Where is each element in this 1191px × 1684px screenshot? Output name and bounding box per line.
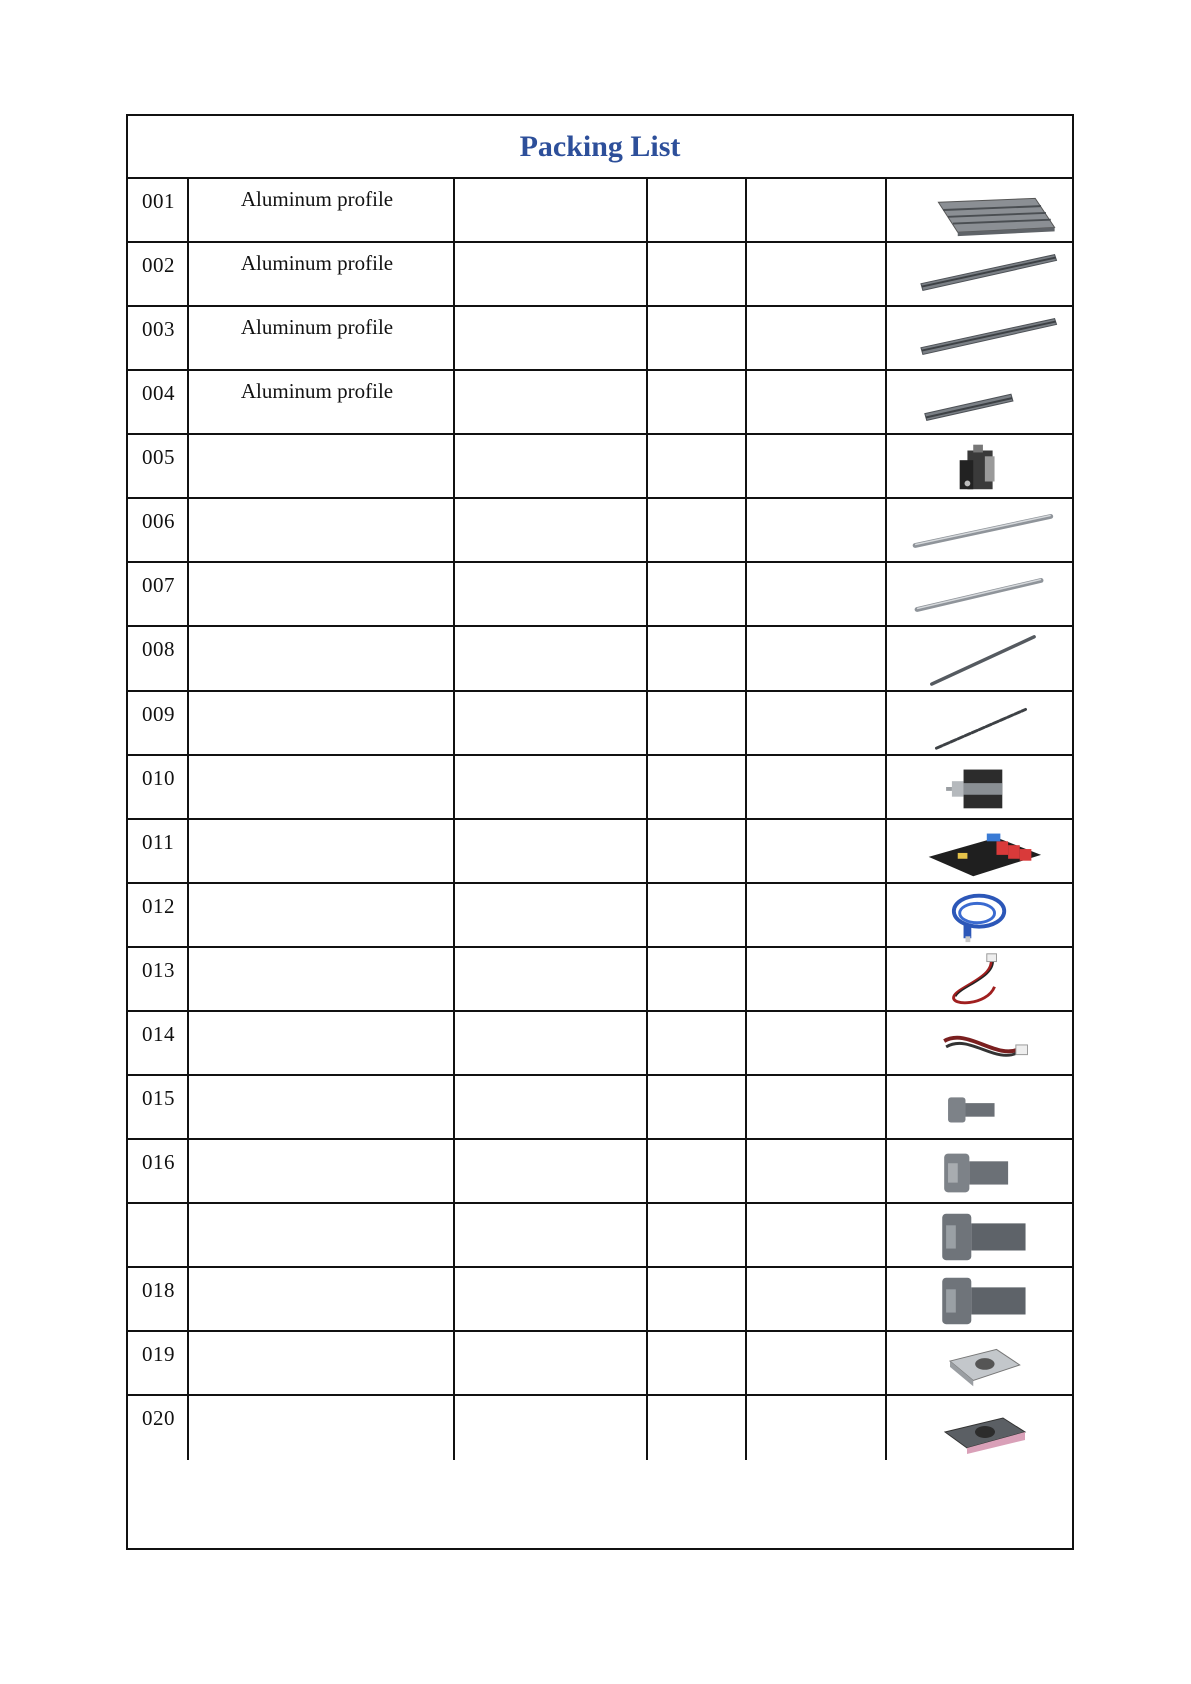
empty-cell — [747, 948, 887, 1010]
empty-cell — [648, 820, 747, 882]
item-number: 007 — [142, 573, 175, 597]
item-image-cell — [887, 243, 1074, 305]
item-number: 019 — [142, 1342, 175, 1366]
empty-cell — [747, 243, 887, 305]
item-number: 002 — [142, 253, 175, 277]
long-profile-icon — [887, 307, 1074, 369]
empty-cell — [747, 884, 887, 946]
empty-cell — [455, 884, 648, 946]
table-row — [128, 563, 1072, 627]
empty-cell — [455, 627, 648, 690]
item-image-cell — [887, 1332, 1074, 1394]
long-rod-icon — [887, 499, 1074, 561]
item-number-cell — [128, 563, 189, 625]
table-row — [128, 179, 1072, 243]
item-number-cell — [128, 627, 189, 690]
item-number: 012 — [142, 894, 175, 918]
empty-cell — [747, 1204, 887, 1266]
item-number-cell — [128, 1204, 189, 1266]
lead-screw-icon — [887, 627, 1074, 690]
red-wire-icon — [887, 948, 1074, 1010]
empty-cell — [455, 820, 648, 882]
table-row — [128, 756, 1072, 820]
table-row — [128, 1396, 1072, 1460]
table-row — [128, 243, 1072, 307]
item-name-cell — [189, 692, 455, 754]
item-name: Aluminum profile — [240, 379, 394, 403]
table-row — [128, 371, 1072, 435]
item-number-cell — [128, 1012, 189, 1074]
empty-cell — [747, 371, 887, 433]
empty-cell — [747, 435, 887, 497]
item-image-cell — [887, 1204, 1074, 1266]
aluminum-plate-icon — [887, 179, 1074, 241]
item-image-cell — [887, 499, 1074, 561]
item-number: 013 — [142, 958, 175, 982]
empty-cell — [648, 371, 747, 433]
item-number: 020 — [142, 1406, 175, 1430]
large-screw-icon — [887, 1268, 1074, 1330]
empty-cell — [455, 1076, 648, 1138]
large-screw-icon — [887, 1204, 1074, 1266]
slide-nut-icon — [887, 1396, 1074, 1460]
empty-cell — [648, 1076, 747, 1138]
table-row — [128, 627, 1072, 692]
item-name-cell — [189, 1140, 455, 1202]
item-number-cell — [128, 820, 189, 882]
small-screw-icon — [887, 1076, 1074, 1138]
empty-cell — [648, 1204, 747, 1266]
empty-cell — [648, 627, 747, 690]
item-image-cell — [887, 884, 1074, 946]
item-name: Aluminum profile — [240, 315, 394, 339]
empty-cell — [455, 1268, 648, 1330]
item-number-cell — [128, 179, 189, 241]
item-image-cell — [887, 948, 1074, 1010]
item-name-cell — [189, 1204, 455, 1266]
item-number: 010 — [142, 766, 175, 790]
table-row — [128, 307, 1072, 371]
empty-cell — [648, 179, 747, 241]
empty-cell — [455, 243, 648, 305]
item-name-cell — [189, 627, 455, 690]
table-row — [128, 1268, 1072, 1332]
item-number-cell — [128, 1396, 189, 1460]
spindle-mount-icon — [887, 435, 1074, 497]
item-image-cell — [887, 692, 1074, 754]
empty-cell — [455, 948, 648, 1010]
item-number: 003 — [142, 317, 175, 341]
item-image-cell — [887, 1076, 1074, 1138]
empty-cell — [455, 692, 648, 754]
empty-cell — [648, 884, 747, 946]
empty-cell — [455, 307, 648, 369]
item-name-cell — [189, 1332, 455, 1394]
empty-cell — [747, 563, 887, 625]
empty-cell — [747, 1076, 887, 1138]
item-name-cell — [189, 884, 455, 946]
table-row — [128, 1204, 1072, 1268]
medium-screw-icon — [887, 1140, 1074, 1202]
empty-cell — [455, 435, 648, 497]
item-image-cell — [887, 1268, 1074, 1330]
empty-cell — [648, 1012, 747, 1074]
item-image-cell — [887, 563, 1074, 625]
short-lead-screw-icon — [887, 692, 1074, 754]
item-number: 005 — [142, 445, 175, 469]
item-image-cell — [887, 1140, 1074, 1202]
item-image-cell — [887, 307, 1074, 369]
item-number: 016 — [142, 1150, 175, 1174]
title-row — [128, 116, 1072, 179]
table-row — [128, 884, 1072, 948]
item-number-cell — [128, 371, 189, 433]
table-row — [128, 1332, 1072, 1396]
empty-cell — [747, 627, 887, 690]
empty-cell — [455, 563, 648, 625]
item-number-cell — [128, 948, 189, 1010]
empty-cell — [648, 756, 747, 818]
page-title: Packing List — [519, 129, 681, 163]
table-row — [128, 499, 1072, 563]
empty-cell — [648, 692, 747, 754]
item-number-cell — [128, 756, 189, 818]
empty-cell — [747, 820, 887, 882]
usb-cable-icon — [887, 884, 1074, 946]
item-number-cell — [128, 692, 189, 754]
item-number: 011 — [142, 830, 175, 854]
item-number-cell — [128, 1076, 189, 1138]
empty-cell — [747, 1332, 887, 1394]
stepper-motor-icon — [887, 756, 1074, 818]
item-number-cell — [128, 243, 189, 305]
empty-cell — [455, 499, 648, 561]
item-name-cell — [189, 820, 455, 882]
item-number-cell — [128, 1332, 189, 1394]
item-number: 018 — [142, 1278, 175, 1302]
empty-cell — [648, 1332, 747, 1394]
item-image-cell — [887, 435, 1074, 497]
item-image-cell — [887, 1012, 1074, 1074]
item-name-cell — [189, 435, 455, 497]
t-nut-icon — [887, 1332, 1074, 1394]
empty-cell — [747, 756, 887, 818]
empty-cell — [648, 563, 747, 625]
item-image-cell — [887, 179, 1074, 241]
item-name-cell — [189, 1076, 455, 1138]
table-row — [128, 1140, 1072, 1204]
table-row — [128, 948, 1072, 1012]
empty-cell — [648, 1396, 747, 1460]
control-board-icon — [887, 820, 1074, 882]
empty-cell — [747, 1396, 887, 1460]
item-number: 014 — [142, 1022, 175, 1046]
item-number: 001 — [142, 189, 175, 213]
empty-cell — [747, 179, 887, 241]
item-name-cell — [189, 1268, 455, 1330]
table-row — [128, 692, 1072, 756]
empty-cell — [747, 1268, 887, 1330]
item-name-cell — [189, 948, 455, 1010]
empty-cell — [747, 1140, 887, 1202]
item-image-cell — [887, 1396, 1074, 1460]
empty-cell — [648, 243, 747, 305]
item-number-cell — [128, 307, 189, 369]
item-number: 006 — [142, 509, 175, 533]
item-name-cell — [189, 1012, 455, 1074]
item-name-cell — [189, 563, 455, 625]
item-name-cell — [189, 243, 455, 305]
table-row — [128, 820, 1072, 884]
empty-cell — [747, 499, 887, 561]
empty-cell — [648, 948, 747, 1010]
empty-cell — [455, 371, 648, 433]
item-name: Aluminum profile — [240, 251, 394, 275]
item-number: 008 — [142, 637, 175, 661]
empty-cell — [455, 179, 648, 241]
item-name-cell — [189, 371, 455, 433]
table-row — [128, 1012, 1072, 1076]
item-number: 009 — [142, 702, 175, 726]
motor-cable-icon — [887, 1012, 1074, 1074]
item-name-cell — [189, 499, 455, 561]
empty-cell — [648, 435, 747, 497]
empty-cell — [648, 1268, 747, 1330]
empty-cell — [455, 1396, 648, 1460]
long-profile-icon — [887, 243, 1074, 305]
item-name-cell — [189, 1396, 455, 1460]
item-number-cell — [128, 435, 189, 497]
empty-cell — [747, 692, 887, 754]
empty-cell — [747, 307, 887, 369]
empty-cell — [648, 307, 747, 369]
rod-icon — [887, 563, 1074, 625]
item-image-cell — [887, 756, 1074, 818]
item-number-cell — [128, 499, 189, 561]
table-row — [128, 1076, 1072, 1140]
item-number-cell — [128, 1268, 189, 1330]
item-image-cell — [887, 627, 1074, 690]
empty-cell — [455, 1204, 648, 1266]
item-name-cell — [189, 307, 455, 369]
item-name-cell — [189, 756, 455, 818]
item-number-cell — [128, 1140, 189, 1202]
short-profile-icon — [887, 371, 1074, 433]
packing-list-table — [126, 114, 1074, 1550]
empty-cell — [455, 1012, 648, 1074]
table-row — [128, 435, 1072, 499]
item-image-cell — [887, 820, 1074, 882]
empty-cell — [747, 1012, 887, 1074]
empty-cell — [648, 499, 747, 561]
item-number-cell — [128, 884, 189, 946]
empty-cell — [455, 1140, 648, 1202]
empty-cell — [455, 756, 648, 818]
item-number: 015 — [142, 1086, 175, 1110]
empty-cell — [648, 1140, 747, 1202]
item-image-cell — [887, 371, 1074, 433]
item-name-cell — [189, 179, 455, 241]
item-number: 004 — [142, 381, 175, 405]
empty-cell — [455, 1332, 648, 1394]
item-name: Aluminum profile — [240, 187, 394, 211]
